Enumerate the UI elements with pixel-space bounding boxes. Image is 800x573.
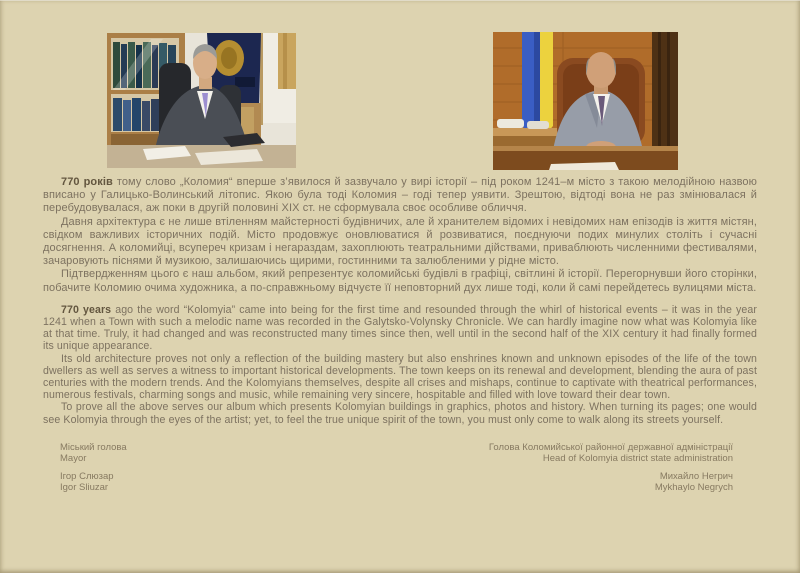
signatures — [60, 442, 733, 493]
en-paragraph-architecture: Its old architecture proves not only a reflection of the building mastery but also enshrines known and unknown episodes of the life of the town dwellers as well as serves a witness to important historical developments. The town keeps on its renewal and development, blending the aura of past centuries with the modern trends. And the Kolomyians themselves, despite all crises and mishaps, continue to captivate with theatrical performances, numerous festivals, charming songs and music, while remaining very sincere, hospitable and filled with love toward their dear town. — [43, 352, 757, 402]
mayor-name-uk: Ігор Слюзар — [60, 470, 114, 482]
signature-mayor — [60, 442, 127, 493]
district-head-title-uk: Голова Коломийської районної державної адміністрації — [488, 441, 733, 453]
district-head-title — [489, 442, 733, 464]
uk-paragraph-history — [43, 176, 757, 216]
ukraine-flag — [522, 32, 553, 135]
uk-paragraph-architecture: Давня архітектура є не лише втіленням майстерності будівничих, але й хранителем відомих і невідомих нам епізодів із життя містян, свідком важливих історичних подій. Місто продовжує оновлюватися й розвиватися, поєднуючи подих минулих століть і сучасні досягнення. А коломийці, всупереч кризам і негараздам, захоплюють театральними дійствами, приваблюють численними фестивалями, зачаровують піснями й музикою, залишаючись щирими, гостинними та залюбленими у рідне місто. — [43, 215, 757, 268]
mayor-title — [60, 442, 127, 464]
page-content — [43, 176, 757, 493]
mayor-title-uk: Міський голова — [60, 441, 127, 453]
en-paragraph-history — [43, 304, 757, 353]
mayor-name — [60, 471, 127, 493]
mayor-photo-illustration — [107, 33, 296, 168]
window-curtain — [260, 33, 296, 125]
en-lead-770-years: 770 years — [61, 303, 112, 316]
district-head-name-uk: Михайло Негрич — [659, 470, 733, 482]
english-text — [43, 304, 757, 426]
district-head-name-en: Mykhaylo Negrych — [654, 481, 733, 493]
uk-lead-770-rokiv: 770 років — [61, 176, 113, 188]
district-head-title-en: Head of Kolomyia district state administration — [542, 452, 733, 464]
desk — [493, 146, 678, 170]
ukrainian-text — [43, 176, 757, 295]
uk-paragraph-album: Підтвердженням цього є наш альбом, який репрезентує коломийські будівлі в графіці, світлині й історії. Перегорнувши його сторінки, побачите Коломию очима художника, а по-справжньому відчуєте її неповторний дух лише тоді, коли й самі перейдетесь вулицями міста. — [43, 268, 757, 294]
en-paragraph-history-text: ago the word “Kolomyia” came into being for the first time and resounded through the whirl of historical events – it was in the year 1241 when a Town with such a melodic name was recorded in the Galytsko-Volynsky Chronicle. We can hardly imagine now what was Kolomyia like at that time. Truly, it had changed and was reconstructed many times since then, well until in the second half of the XIX century it had finally formed its unique appearance. — [43, 303, 757, 353]
en-paragraph-album: To prove all the above serves our album which presents Kolomyian buildings in graphics, photos and history. When turning its pages; one would see Kolomyia through the eyes of the artist; yet, to feel the true unique spirit of the town, you must only come to walk along its streets yourself. — [43, 401, 757, 426]
district-head-name — [489, 471, 733, 493]
district-head-photo-illustration — [493, 32, 678, 170]
district-head-photo — [493, 32, 678, 170]
uk-paragraph-history-text: тому слово „Коломия“ вперше з’явилося й зазвучало у вирі історії – під роком 1241–м місто з такою мелодійною назвою вписано у Галицько-Волинський літопис. Якою була тоді Коломия – годі тепер уявити. Зрештою, відтоді вона не раз змінювалася й перебудовувалася, аж поки в другій половині XIX ст. не сформувала своє особливе обличчя. — [43, 176, 758, 215]
signature-district-head — [489, 442, 733, 493]
mayor-name-en: Igor Sliuzar — [60, 481, 109, 493]
mayor-photo — [107, 33, 296, 168]
mayor-title-en: Mayor — [60, 452, 87, 464]
